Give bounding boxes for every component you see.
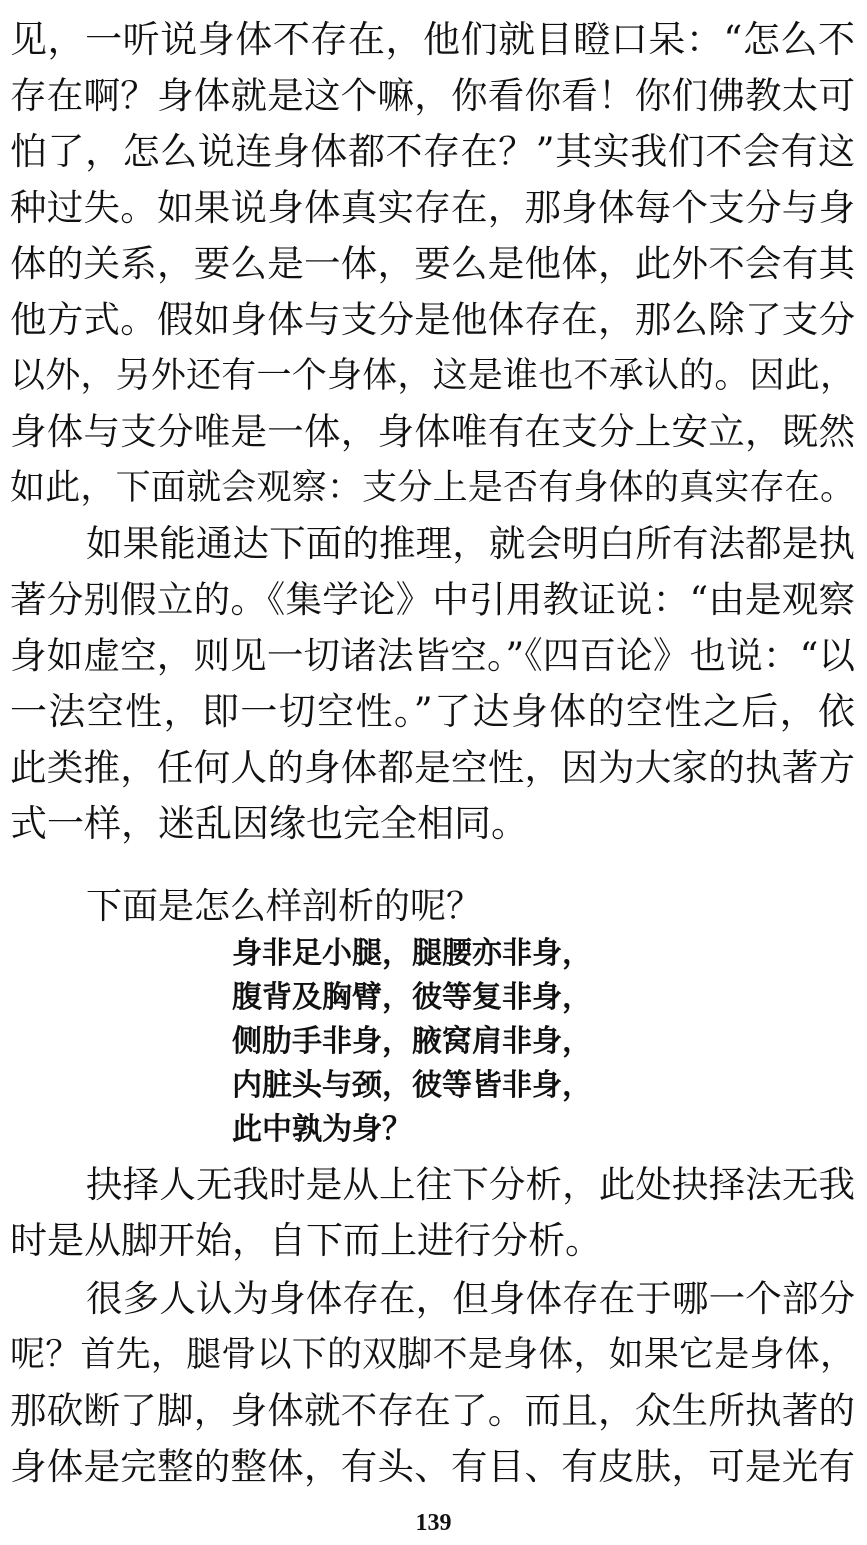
verse-line: 腹背及胸臂，彼等复非身， <box>232 980 592 1015</box>
verse-line: 侧肋手非身，腋窝肩非身， <box>232 1024 592 1059</box>
text-line: 著分别假立的。《集学论》中引用教证说：“由是观察 <box>10 578 855 621</box>
text-line: 那砍断了脚，身体就不存在了。而且，众生所执著的 <box>10 1389 855 1432</box>
text-line: 式一样，迷乱因缘也完全相同。 <box>10 802 528 845</box>
text-line: 见，一听说身体不存在，他们就目瞪口呆：“怎么不 <box>10 18 855 61</box>
text-line: 体的关系，要么是一体，要么是他体，此外不会有其 <box>10 242 855 285</box>
text-line: 身如虚空，则见一切诸法皆空。”《四百论》也说：“以 <box>10 634 855 677</box>
text-line: 此类推，任何人的身体都是空性，因为大家的执著方 <box>10 746 855 789</box>
verse-line: 内脏头与颈，彼等皆非身， <box>232 1068 592 1103</box>
text-line: 存在啊？身体就是这个嘛，你看你看！你们佛教太可 <box>10 74 855 117</box>
text-line: 种过失。如果说身体真实存在，那身体每个支分与身 <box>10 186 855 229</box>
section-intro: 下面是怎么样剖析的呢？ <box>86 886 483 927</box>
text-line: 以外，另外还有一个身体，这是谁也不承认的。因此， <box>10 356 855 396</box>
text-line: 抉择人无我时是从上往下分析，此处抉择法无我 <box>86 1163 855 1206</box>
text-line: 他方式。假如身体与支分是他体存在，那么除了支分 <box>10 298 855 341</box>
text-line: 如此，下面就会观察：支分上是否有身体的真实存在。 <box>10 468 855 508</box>
verse-line: 身非足小腿，腿腰亦非身， <box>232 936 592 971</box>
text-line: 怕了，怎么说连身体都不存在？”其实我们不会有这 <box>10 130 855 173</box>
text-line: 时是从脚开始，自下而上进行分析。 <box>10 1219 602 1262</box>
text-line: 如果能通达下面的推理，就会明白所有法都是执 <box>86 522 855 565</box>
page-number: 139 <box>415 1510 452 1536</box>
text-line: 身体与支分唯是一体，身体唯有在支分上安立，既然 <box>10 410 855 453</box>
text-line: 一法空性，即一切空性。”了达身体的空性之后，依 <box>10 690 855 733</box>
verse-line: 此中孰为身？ <box>232 1112 412 1147</box>
text-line: 呢？首先，腿骨以下的双脚不是身体，如果它是身体， <box>10 1335 855 1375</box>
text-line: 很多人认为身体存在，但身体存在于哪一个部分 <box>86 1277 855 1320</box>
text-line: 身体是完整的整体，有头、有目、有皮肤，可是光有 <box>10 1445 855 1488</box>
